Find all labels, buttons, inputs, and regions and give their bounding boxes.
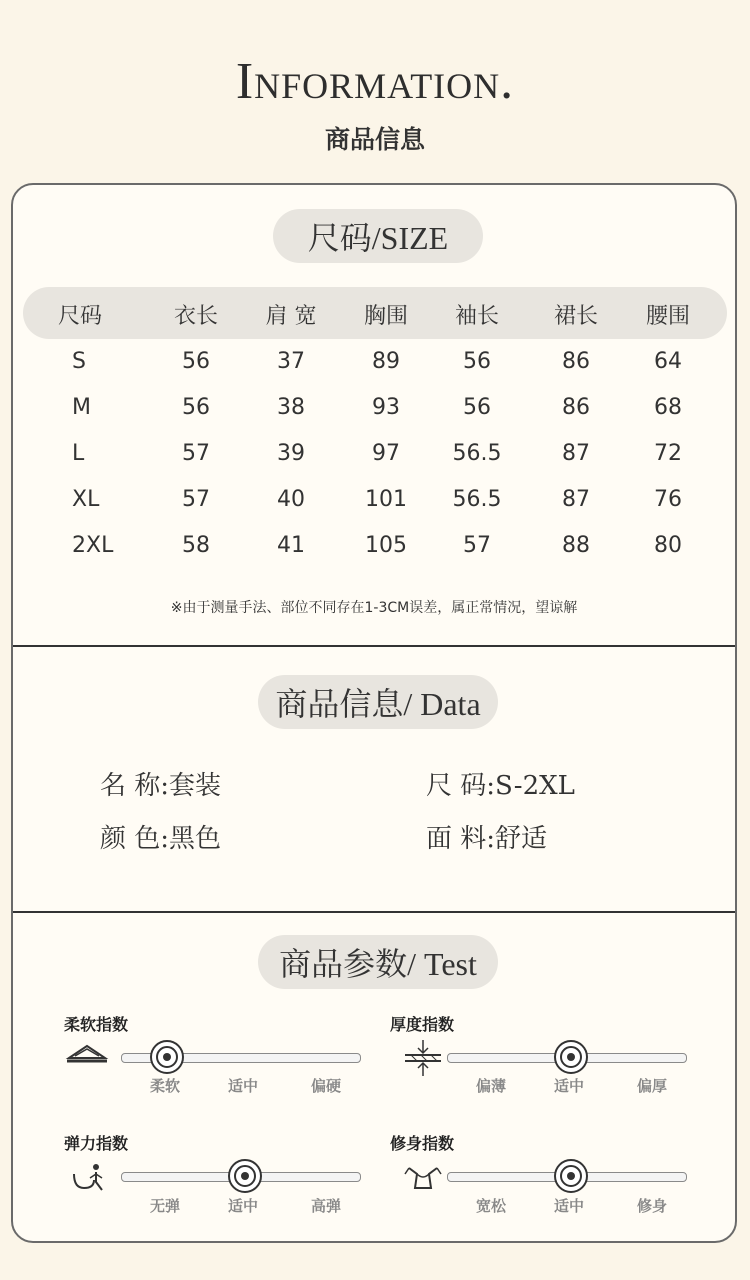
soft-icon (65, 1038, 109, 1072)
thickness-slider-knob (554, 1040, 588, 1074)
size-table-header-6: 腰围 (645, 304, 690, 329)
soft-scale-0: 柔软 (149, 1077, 180, 1095)
size-table-cell: 68 (654, 395, 682, 420)
thickness-icon (401, 1038, 445, 1078)
size-table-cell: 88 (562, 533, 590, 558)
size-table-cell: L (72, 441, 85, 466)
size-table-cell: 40 (277, 487, 305, 512)
size-table-cell: 97 (372, 441, 400, 466)
size-table-cell: 76 (654, 487, 682, 512)
size-section-pill: 尺码/SIZE (273, 209, 483, 263)
size-table-cell: 57 (182, 441, 210, 466)
size-table-cell: 93 (372, 395, 400, 420)
size-table-cell: 56 (182, 349, 210, 374)
size-table-cell: S (72, 349, 86, 374)
size-table-cell: 38 (277, 395, 305, 420)
data-section-pill: 商品信息/ Data (258, 675, 498, 729)
thickness-scale-1: 适中 (553, 1077, 584, 1095)
fit-icon (401, 1160, 445, 1194)
elastic-slider-knob (228, 1159, 262, 1193)
soft-slider-knob (150, 1040, 184, 1074)
thickness-scale-0: 偏薄 (475, 1077, 506, 1095)
size-table-header-3: 胸围 (363, 304, 408, 329)
size-table-cell: 87 (562, 487, 590, 512)
test-section-pill: 商品参数/ Test (258, 935, 498, 989)
page-subtitle: 商品信息 (324, 125, 425, 154)
size-table-cell: 56.5 (452, 441, 502, 466)
size-table-cell: 80 (654, 533, 682, 558)
size-table-cell: 57 (182, 487, 210, 512)
param-label-thickness: 厚度指数 (390, 1015, 455, 1034)
size-table-cell: 57 (463, 533, 491, 558)
size-table-header-0: 尺码 (58, 304, 103, 329)
size-table-header-4: 袖长 (454, 304, 499, 329)
size-table-cell: 41 (277, 533, 305, 558)
soft-scale-2: 偏硬 (310, 1077, 341, 1095)
size-table-cell: 2XL (72, 533, 114, 558)
size-table-cell: 56.5 (452, 487, 502, 512)
info-card (11, 183, 737, 1243)
elastic-scale-0: 无弹 (149, 1197, 180, 1215)
size-table-cell: 37 (277, 349, 305, 374)
param-label-elastic: 弹力指数 (64, 1134, 129, 1153)
elastic-scale-1: 适中 (227, 1197, 258, 1215)
fit-scale-0: 宽松 (475, 1197, 506, 1215)
param-label-soft: 柔软指数 (64, 1015, 129, 1034)
size-table-cell: 64 (654, 349, 682, 374)
size-table-cell: 58 (182, 533, 210, 558)
size-table-cell: 105 (365, 533, 407, 558)
param-label-fit: 修身指数 (390, 1134, 455, 1153)
size-table-header-2: 肩 宽 (265, 304, 317, 329)
size-table-cell: 101 (365, 487, 407, 512)
info-name: 名 称:套装 (100, 771, 222, 801)
size-note: ※由于测量手法、部位不同存在1-3CM误差，属正常情况，望谅解 (170, 600, 578, 616)
thickness-scale-2: 偏厚 (636, 1077, 667, 1095)
size-table-cell: 72 (654, 441, 682, 466)
elastic-scale-2: 高弹 (310, 1197, 341, 1215)
fit-scale-2: 修身 (636, 1197, 667, 1215)
size-table-cell: 56 (463, 395, 491, 420)
info-fabric: 面 料:舒适 (426, 824, 548, 854)
size-table-cell: 89 (372, 349, 400, 374)
size-table-cell: 86 (562, 349, 590, 374)
info-color: 颜 色:黑色 (100, 824, 222, 854)
size-table-cell: 87 (562, 441, 590, 466)
section-divider (13, 645, 735, 647)
size-table-cell: 86 (562, 395, 590, 420)
soft-scale-1: 适中 (227, 1077, 258, 1095)
size-table-header-5: 裙长 (553, 304, 598, 329)
section-divider (13, 911, 735, 913)
size-table-cell: 56 (463, 349, 491, 374)
size-table-cell: M (72, 395, 91, 420)
size-table-cell: XL (72, 487, 100, 512)
elastic-icon (68, 1160, 112, 1194)
size-table-cell: 39 (277, 441, 305, 466)
info-size: 尺 码:S-2XL (426, 771, 575, 801)
fit-scale-1: 适中 (553, 1197, 584, 1215)
size-table-cell: 56 (182, 395, 210, 420)
size-table-header-1: 衣长 (173, 304, 218, 329)
fit-slider-knob (554, 1159, 588, 1193)
page-title: Information. (235, 53, 515, 110)
